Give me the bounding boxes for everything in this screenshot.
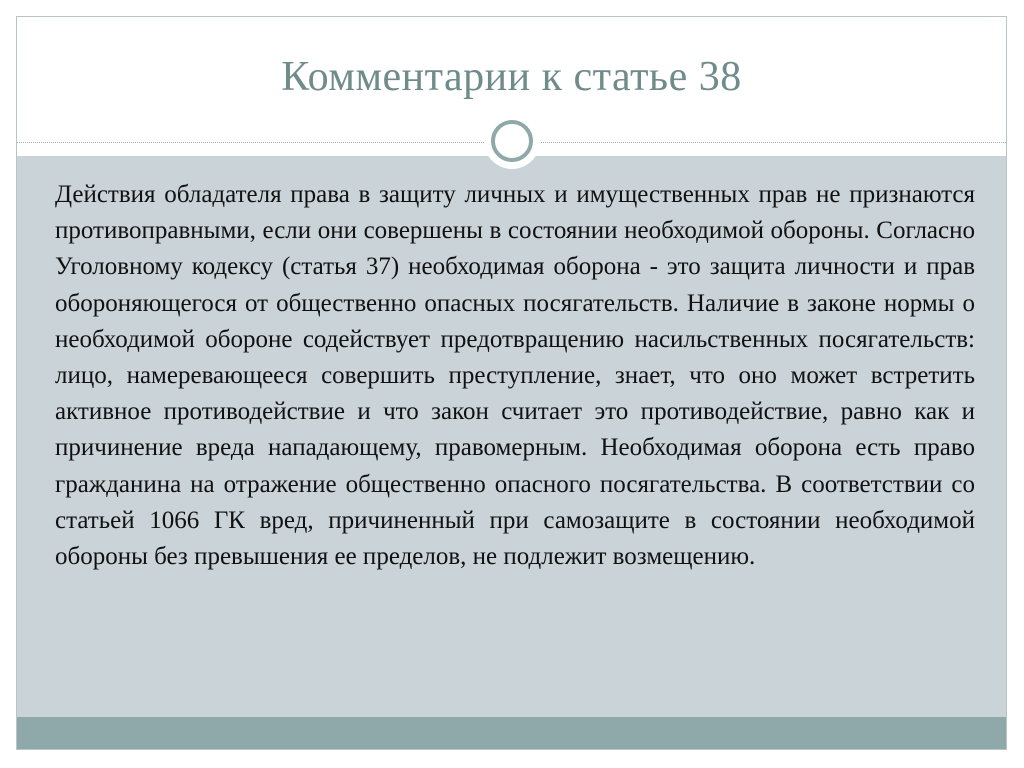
bottom-accent-bar (17, 717, 1006, 750)
ornament-ring (491, 120, 533, 162)
slide (16, 16, 1007, 750)
slide-body-text: Действия обладателя права в защиту личных и имущественных прав не признаются противоправными, если они совершены в состоянии необходимой обороны. Согласно Уголовному кодексу (статья 37) необходимая оборона - это защита личности и прав обороняющегося от общественно опасных посягательств. Наличие в законе нормы о необходимой обороне содействует предотвращению насильственных посягательств: лицо, намеревающееся совершить преступление, знает, что оно может встретить активное противодействие и что закон считает это противодействие, равно как и причинение вреда нападающему, правомерным. Необходимая оборона есть право гражданина на отражение общественно опасного посягательства. В соответствии со статьей 1066 ГК вред, причиненный при самозащите в состоянии необходимой обороны без превышения ее пределов, не подлежит возмещению. (55, 181, 975, 571)
slide-title: Комментарии к статье 38 (281, 54, 742, 100)
